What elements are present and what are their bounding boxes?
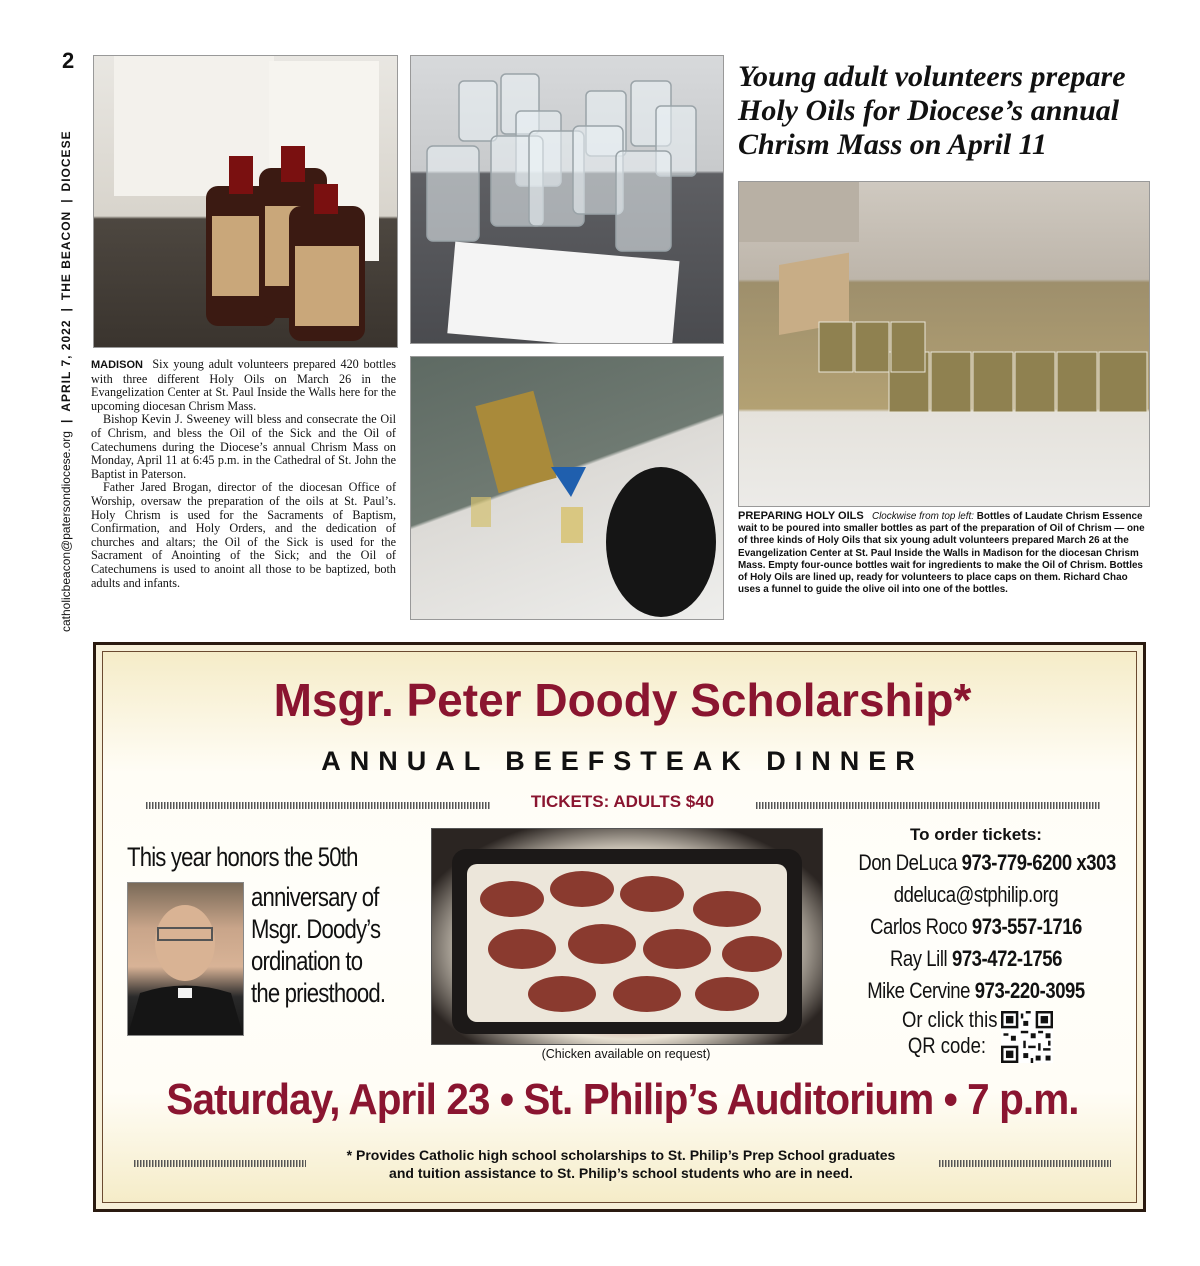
article-paragraph bbox=[91, 358, 396, 413]
contact-name: Ray Lill bbox=[889, 946, 948, 971]
essence-bottles-illustration bbox=[94, 56, 397, 347]
honors-line: Msgr. Doody’s bbox=[251, 914, 381, 944]
footnote-line-2: and tuition assistance to St. Philip’s school students who are in need. bbox=[389, 1165, 853, 1181]
caption-lead: Clockwise from top left: bbox=[871, 511, 975, 522]
chicken-note: (Chicken available on request) bbox=[541, 1047, 711, 1061]
honors-text bbox=[251, 881, 385, 1009]
article-paragraph-text: Six young adult volunteers prepared 420 bottles with three different Holy Oils on March 26 in the Evangelization Center at St. Paul Inside the Walls here for the upcoming diocesan Chrism Mass. bbox=[91, 357, 396, 413]
qr-line-2: QR code: bbox=[907, 1033, 986, 1058]
contact-phone[interactable]: 973-779-6200 x303 bbox=[961, 850, 1116, 875]
qr-prompt bbox=[902, 1007, 998, 1059]
qr-line-1: Or click this bbox=[902, 1007, 998, 1032]
honors-line: ordination to bbox=[251, 946, 363, 976]
rail-separator: | bbox=[59, 199, 73, 203]
contact-line bbox=[858, 943, 1093, 975]
honors-line-1: This year honors the 50th bbox=[127, 842, 358, 872]
empty-jars-illustration bbox=[411, 56, 723, 343]
contact-line bbox=[858, 911, 1093, 943]
event-details: Saturday, April 23 • St. Philip’s Auditorium • 7 p.m. bbox=[166, 1075, 1079, 1124]
beefsteak-tray-illustration bbox=[432, 829, 822, 1044]
photo-caption bbox=[738, 510, 1150, 596]
article-headline: Young adult volunteers prepare Holy Oils for Diocese’s annual Chrism Mass on April 11 bbox=[738, 60, 1126, 161]
contact-name: Mike Cervine bbox=[867, 978, 971, 1003]
dotted-rule bbox=[756, 802, 1101, 809]
contact-line bbox=[858, 879, 1093, 911]
rail-paper: THE BEACON bbox=[59, 210, 73, 301]
rail-date: APRIL 7, 2022 bbox=[59, 319, 73, 412]
ad-title: Msgr. Peter Doody Scholarship* bbox=[273, 674, 972, 726]
rail-separator: | bbox=[59, 419, 73, 424]
qr-code[interactable] bbox=[1001, 1011, 1053, 1063]
msgr-doody-portrait bbox=[127, 882, 244, 1036]
honors-line: the priesthood. bbox=[251, 978, 386, 1008]
contact-name: Don DeLuca bbox=[858, 850, 957, 875]
article-paragraph: Father Jared Brogan, director of the diocesan Office of Worship, oversaw the preparation of the oils at St. Paul’s. Holy Chrism is used for the Sacraments of Baptism, Confirmation, and Holy Orders, and the dedication of churches and altars; the Oil of the Sick is used for the Sacrament of Anointing of the Sick; and the Oil of Catechumens is used to anoint all those to be baptized, both adults and infants. bbox=[91, 480, 396, 590]
order-heading: To order tickets: bbox=[910, 825, 1042, 844]
order-info bbox=[836, 825, 1116, 1007]
photo-filled-bottles-rows bbox=[738, 181, 1150, 507]
ticket-price: TICKETS: ADULTS $40 bbox=[530, 792, 715, 811]
portrait-illustration bbox=[128, 883, 243, 1035]
article-dateline: MADISON bbox=[91, 359, 143, 371]
article-body bbox=[91, 358, 396, 590]
contact-email[interactable]: ddeluca@stphilip.org bbox=[893, 882, 1059, 907]
bottles-rows-illustration bbox=[739, 182, 1149, 506]
beefsteak-photo bbox=[431, 828, 823, 1045]
article-paragraph: Bishop Kevin J. Sweeney will bless and consecrate the Oil of Chrism, and bless the Oil of the Sick and the Oil of Catechumens during the Diocese’s annual Chrism Mass on Monday, April 11 at 6:45 p.m. in the Cathedral of St. John the Baptist in Paterson. bbox=[91, 412, 396, 481]
rail-site[interactable]: catholicbeacon@patersondiocese.org bbox=[59, 431, 73, 632]
photo-funnel-pouring bbox=[410, 356, 724, 620]
rail-separator: | bbox=[59, 308, 73, 312]
ad-footnote bbox=[321, 1146, 921, 1182]
contact-phone[interactable]: 973-472-1756 bbox=[951, 946, 1063, 971]
contact-line bbox=[858, 975, 1093, 1007]
page-rail bbox=[52, 82, 80, 632]
rail-section: DIOCESE bbox=[59, 130, 73, 192]
photo-empty-bottles bbox=[410, 55, 724, 344]
honors-line: anniversary of bbox=[251, 882, 379, 912]
contact-phone[interactable]: 973-557-1716 bbox=[971, 914, 1082, 939]
footnote-line-1: * Provides Catholic high school scholarships to St. Philip’s Prep School graduates bbox=[346, 1147, 896, 1163]
dotted-rule bbox=[939, 1160, 1111, 1167]
contact-name: Carlos Roco bbox=[870, 914, 968, 939]
ad-subtitle: ANNUAL BEEFSTEAK DINNER bbox=[321, 746, 924, 776]
caption-label: PREPARING HOLY OILS bbox=[738, 510, 864, 522]
qr-section bbox=[886, 1007, 1066, 1065]
caption-text: Bottles of Laudate Chrism Essence wait to be poured into smaller bottles as part of the preparation of Oil of Chrism — one of three kinds of Holy Oils that six young adult volunteers prepared March 26 at the Evangelization Center at St. Paul Inside the Walls in Madison for the diocesan Chrism Mass. Empty four-ounce bottles wait for ingredients to make the Oil of Chrism. Bottles of Holy Oils are lined up, ready for volunteers to place caps on them. Richard Chao uses a funnel to guide the olive oil into one of the bottles. bbox=[738, 511, 1145, 596]
contact-phone[interactable]: 973-220-3095 bbox=[974, 978, 1085, 1003]
page-number: 2 bbox=[62, 48, 75, 73]
scholarship-ad bbox=[93, 642, 1146, 1212]
funnel-illustration bbox=[411, 357, 723, 619]
dotted-rule bbox=[134, 1160, 306, 1167]
contact-line bbox=[858, 847, 1116, 879]
photo-chrism-essence-bottles bbox=[93, 55, 398, 348]
